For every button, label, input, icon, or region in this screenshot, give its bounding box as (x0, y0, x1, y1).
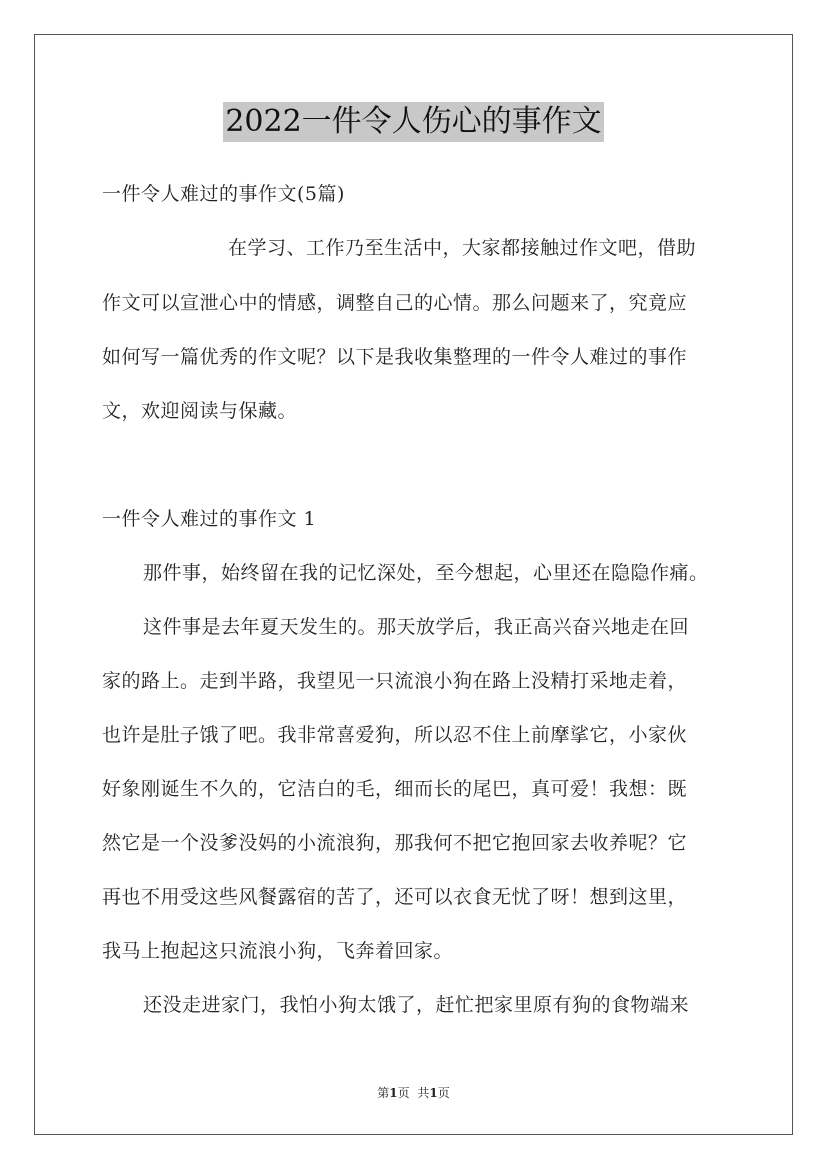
body-line: 家的路上。走到半路，我望见一只流浪小狗在路上没精打采地走着， (102, 670, 688, 692)
total-label-prefix: 共 (417, 1086, 430, 1100)
page-label-prefix: 第 (377, 1086, 390, 1100)
page-number: 1 (389, 1086, 398, 1100)
subtitle: 一件令人难过的事作文(5篇) (102, 183, 345, 205)
title-container (0, 102, 827, 142)
intro-line: 作文可以宣泄心中的情感，调整自己的心情。那么问题来了，究竟应 (102, 292, 688, 314)
page-footer (0, 1084, 827, 1101)
document-title: 2022一件令人伤心的事作文 (223, 102, 603, 142)
total-label-suffix: 页 (437, 1086, 450, 1100)
body-line: 还没走进家门，我怕小狗太饿了，赶忙把家里原有狗的食物端来 (143, 994, 690, 1016)
body-line: 然它是一个没爹没妈的小流浪狗，那我何不把它抱回家去收养呢？它 (102, 832, 688, 854)
body-line: 这件事是去年夏天发生的。那天放学后，我正高兴奋兴地走在回 (143, 616, 690, 638)
body-line: 我马上抱起这只流浪小狗，飞奔着回家。 (102, 940, 454, 962)
section-heading: 一件令人难过的事作文 1 (102, 508, 317, 530)
intro-line: 在学习、工作乃至生活中，大家都接触过作文吧，借助 (228, 237, 697, 259)
body-line: 也许是肚子饿了吧。我非常喜爱狗，所以忍不住上前摩挲它，小家伙 (102, 724, 688, 746)
total-pages: 1 (429, 1086, 438, 1100)
intro-line: 如何写一篇优秀的作文呢？以下是我收集整理的一件令人难过的事作 (102, 346, 688, 368)
page-label-suffix: 页 (397, 1086, 410, 1100)
intro-line: 文，欢迎阅读与保藏。 (102, 400, 298, 422)
body-line: 那件事，始终留在我的记忆深处，至今想起，心里还在隐隐作痛。 (143, 562, 709, 584)
body-line: 好象刚诞生不久的，它洁白的毛，细而长的尾巴，真可爱！我想：既 (102, 778, 688, 800)
body-line: 再也不用受这些风餐露宿的苦了，还可以衣食无忧了呀！想到这里， (102, 886, 688, 908)
